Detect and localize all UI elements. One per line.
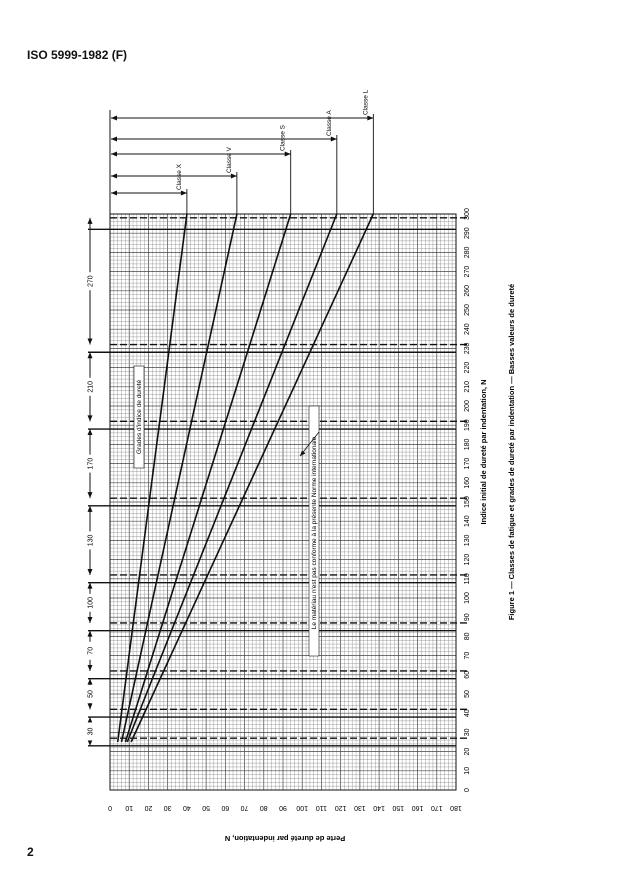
x-tick-label: 30 — [163, 804, 172, 811]
y-tick-label: 290 — [464, 227, 471, 240]
y-tick-label: 20 — [464, 747, 471, 756]
y-tick-label: 100 — [464, 592, 471, 604]
x-tick-label: 20 — [144, 804, 153, 811]
class-label: Classe X — [175, 163, 183, 190]
y-tick-label: 160 — [464, 476, 471, 489]
x-tick-label: 120 — [334, 804, 347, 811]
grade-bracket-arrow — [88, 218, 93, 224]
class-label: Classe S — [279, 124, 287, 151]
grade-bracket-arrow — [88, 352, 93, 358]
page-number: 2 — [27, 845, 34, 859]
y-tick-label: 120 — [464, 553, 471, 566]
grade-bracket-arrow — [88, 339, 93, 345]
grade-label: 50 — [87, 690, 95, 698]
grid-lines — [110, 214, 456, 790]
grade-label: 170 — [87, 457, 95, 470]
y-tick-label: 270 — [464, 265, 471, 278]
class-label: Classe L — [362, 89, 370, 115]
grade-label: 210 — [87, 380, 95, 393]
y-tick-label: 60 — [464, 670, 471, 679]
x-tick-label: 80 — [259, 804, 268, 811]
x-tick-label: 180 — [450, 804, 462, 811]
y-tick-label: 190 — [464, 419, 471, 432]
grade-bracket-arrow — [88, 703, 93, 709]
y-tick-label: 230 — [464, 342, 471, 355]
y-tick-label: 170 — [464, 457, 471, 470]
y-tick-label: 30 — [464, 728, 471, 737]
x-tick-label: 70 — [240, 804, 249, 811]
class-line — [125, 214, 290, 742]
x-tick-label: 150 — [392, 804, 405, 811]
y-tick-label: 200 — [464, 400, 471, 412]
grades-annotation: Grades d'indice de dureté — [136, 379, 143, 455]
grade-bracket-arrow — [88, 740, 93, 746]
grade-bracket-arrow — [88, 506, 93, 512]
class-bracket-arrow — [111, 116, 117, 121]
y-tick-label: 220 — [464, 361, 471, 374]
x-tick-label: 160 — [411, 804, 424, 811]
class-bracket-arrow — [231, 174, 237, 179]
class-bracket-arrow — [111, 137, 117, 142]
annotation-pointer-arrow — [300, 451, 306, 457]
grade-bracket-arrow — [88, 569, 93, 575]
grade-bracket-arrow — [88, 429, 93, 435]
y-tick-label: 130 — [464, 534, 471, 547]
class-label: Classe A — [325, 110, 333, 136]
y-tick-label: 240 — [464, 323, 471, 336]
grade-bracket-arrow — [88, 617, 93, 623]
y-tick-label: 50 — [464, 690, 471, 698]
class-bracket-arrow — [367, 116, 373, 121]
grade-bracket-arrow — [88, 415, 93, 421]
class-bracket-arrow — [331, 137, 337, 142]
grade-label: 130 — [87, 534, 95, 547]
x-axis-label: Indice initial de dureté par indentation, N — [479, 379, 488, 525]
y-tick-label: 140 — [464, 515, 471, 528]
x-tick-label: 0 — [108, 804, 112, 811]
grade-bracket-arrow — [88, 492, 93, 498]
grade-bracket-arrow — [88, 631, 93, 637]
y-tick-label: 300 — [464, 208, 471, 220]
grade-label: 70 — [87, 646, 95, 655]
y-tick-label: 90 — [464, 613, 471, 622]
grade-bracket-arrow — [88, 679, 93, 685]
y-tick-label: 210 — [464, 380, 471, 393]
grade-label: 100 — [87, 596, 95, 609]
y-tick-label: 180 — [464, 438, 471, 451]
x-tick-label: 110 — [315, 804, 328, 811]
x-tick-label: 10 — [125, 804, 134, 811]
y-tick-label: 0 — [464, 788, 471, 792]
y-tick-label: 250 — [464, 304, 471, 316]
chart-title: Figure 1 — Classes de fatigue et grades de dureté par indentation — Basses valeurs de dureté — [507, 283, 516, 621]
grade-bracket-arrow — [88, 665, 93, 671]
x-tick-label: 100 — [296, 804, 309, 811]
y-tick-label: 10 — [464, 766, 471, 775]
y-tick-label: 110 — [464, 573, 471, 585]
x-tick-label: 50 — [202, 804, 211, 811]
nonconform-annotation: Le matériau n'est pas conforme à la présente Norme internationale — [311, 436, 318, 630]
x-tick-label: 130 — [354, 804, 366, 811]
y-tick-label: 150 — [464, 496, 471, 508]
y-tick-label: 40 — [464, 709, 471, 718]
x-tick-label: 170 — [430, 804, 443, 811]
class-bracket-arrow — [111, 152, 117, 157]
class-bracket-arrow — [111, 174, 117, 179]
x-tick-label: 90 — [279, 804, 287, 811]
y-tick-label: 260 — [464, 284, 471, 297]
y-axis-label: Perte de dureté par indentation, N — [224, 834, 346, 843]
grade-bracket-arrow — [88, 583, 93, 589]
x-tick-label: 60 — [221, 804, 230, 811]
x-tick-label: 140 — [373, 804, 385, 811]
y-tick-label: 280 — [464, 246, 471, 259]
class-line — [127, 214, 336, 742]
class-bracket-arrow — [181, 191, 187, 196]
class-bracket-arrow — [285, 152, 291, 157]
grade-label: 30 — [87, 727, 95, 736]
y-tick-label: 80 — [464, 632, 471, 641]
class-label: Classe V — [225, 146, 233, 173]
class-bracket-arrow — [111, 191, 117, 196]
grade-bracket-arrow — [88, 717, 93, 723]
x-tick-label: 40 — [182, 804, 191, 811]
document-header: ISO 5999-1982 (F) — [27, 48, 128, 62]
y-tick-label: 70 — [464, 651, 471, 660]
grade-label: 270 — [87, 275, 95, 288]
